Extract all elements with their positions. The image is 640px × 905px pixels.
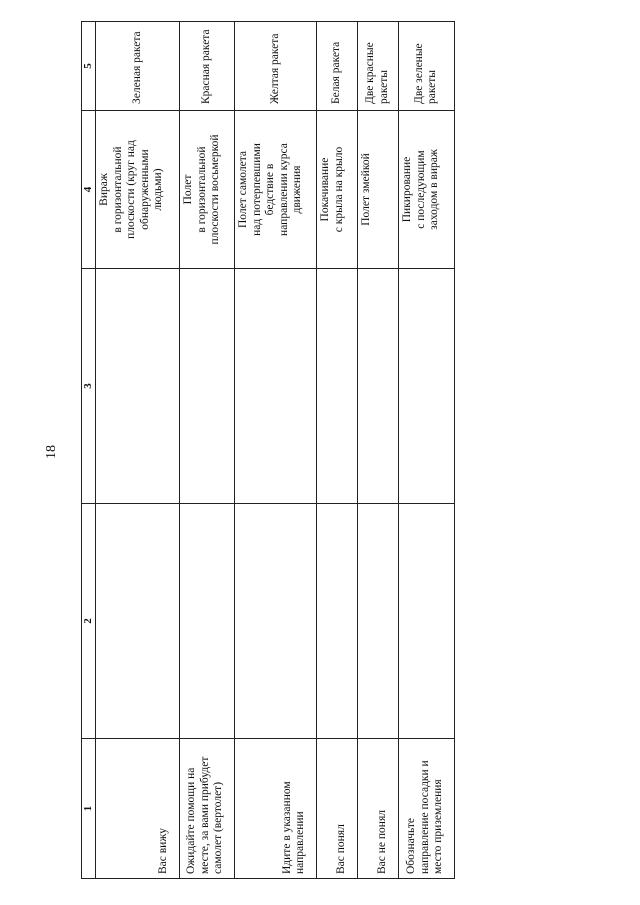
rocket-signal-cell: Красная ракета [179,22,234,111]
column-header: 1 [82,739,96,879]
empty-cell [234,269,316,504]
rocket-signal-cell: Две красные ракеты [357,22,398,111]
table-row [179,22,234,879]
empty-cell [95,504,179,739]
table-row [357,22,398,879]
aircraft-maneuver-cell: Полет в горизонтальной плоскости восьмеркой [179,111,234,269]
column-header: 3 [82,269,96,504]
empty-cell [316,504,357,739]
signal-meaning-cell: Идите в указанном направлении [234,739,316,879]
signal-table [81,21,455,879]
empty-cell [357,269,398,504]
empty-cell [179,269,234,504]
empty-cell [398,504,454,739]
signal-meaning-cell: Вас вижу [95,739,179,879]
empty-cell [357,504,398,739]
aircraft-maneuver-cell: Вираж в горизонтальной плоскости (круг над обнаруженными людьми) [95,111,179,269]
column-header: 5 [82,22,96,111]
column-header: 2 [82,504,96,739]
rocket-signal-cell: Зеленая ракета [95,22,179,111]
column-header: 4 [82,111,96,269]
empty-cell [398,269,454,504]
signal-meaning-cell: Ожидайте помощи на месте, за вами прибудет самолет (вертолет) [179,739,234,879]
empty-cell [316,269,357,504]
signal-meaning-cell: Обозначьте направление посадки и место приземления [398,739,454,879]
aircraft-maneuver-cell: Покачивание с крыла на крыло [316,111,357,269]
aircraft-maneuver-cell: Пикирование с последующим заходом в вираж [398,111,454,269]
table-row [316,22,357,879]
signal-meaning-cell: Вас не понял [357,739,398,879]
header-row [82,22,96,879]
empty-cell [179,504,234,739]
aircraft-maneuver-cell: Полет змейкой [357,111,398,269]
table-row [234,22,316,879]
rocket-signal-cell: Желтая ракета [234,22,316,111]
rocket-signal-cell: Белая ракета [316,22,357,111]
table-row [398,22,454,879]
empty-cell [95,269,179,504]
aircraft-maneuver-cell: Полет самолета над потерпевшими бедствие в направлении курса движения [234,111,316,269]
signal-table-container [81,22,445,879]
empty-cell [234,504,316,739]
rocket-signal-cell: Две зеленые ракеты [398,22,454,111]
signal-meaning-cell: Вас понял [316,739,357,879]
page-number: 18 [44,445,59,459]
table-row [95,22,179,879]
